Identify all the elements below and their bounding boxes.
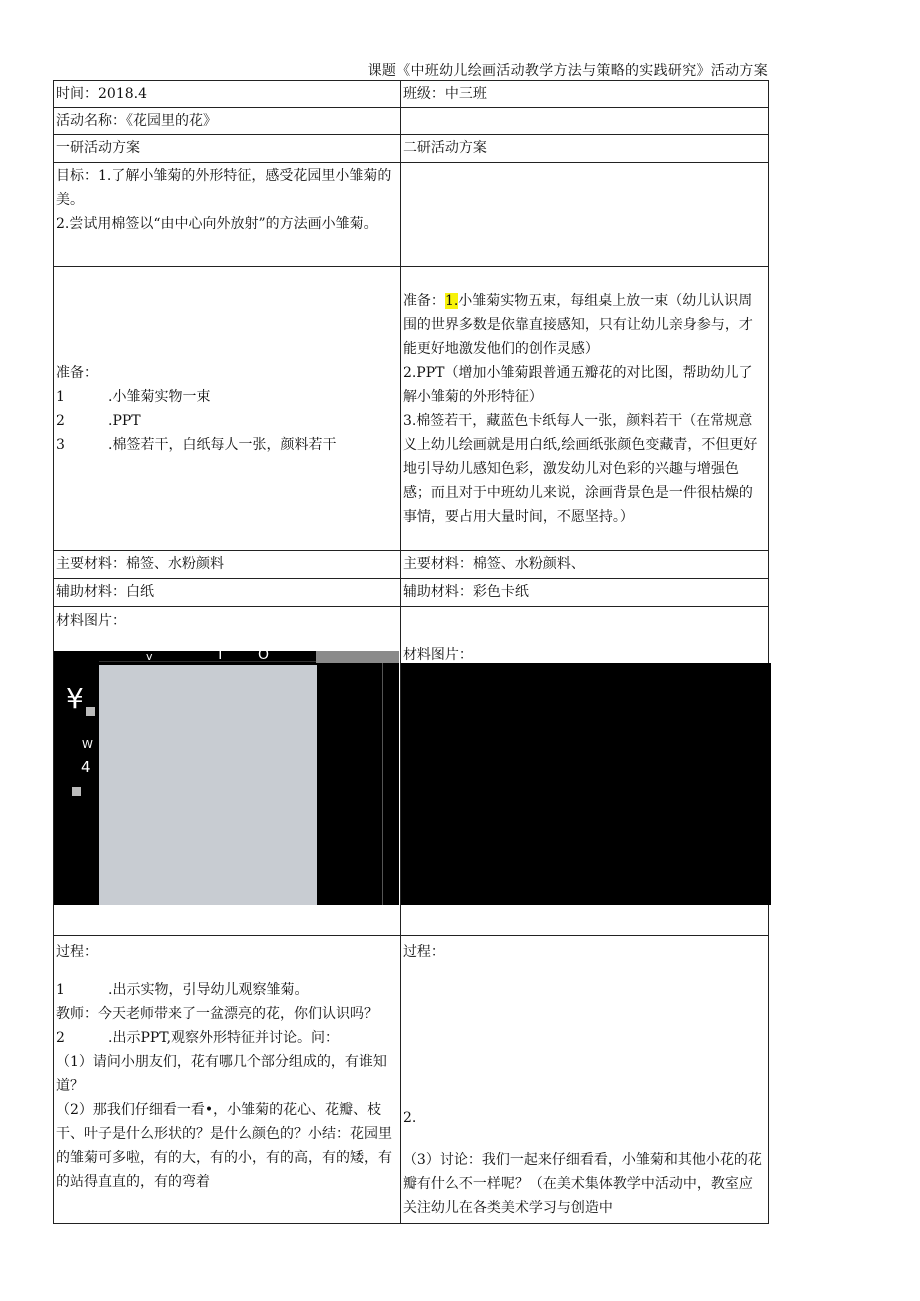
process-right-step-2: 2. (402, 1110, 417, 1126)
prep-left-item-2: 2 .PPT (56, 412, 141, 429)
material-picture-left (54, 607, 401, 936)
row-main-materials (54, 551, 769, 579)
main-materials-right: 主要材料：棉签、水粉颜料、 (400, 551, 768, 579)
prep-left-item-1: 1 .小雏菊实物一束 (56, 388, 211, 405)
activity-name-right-cell (400, 108, 768, 135)
photo-glyph-t: T (216, 647, 225, 663)
activity-name-cell: 活动名称：《花园里的花》 (54, 108, 401, 135)
material-picture-right-label: 材料图片： (402, 647, 473, 663)
row-process (54, 936, 769, 1224)
process-step-2: 2 .出示PPT,观察外形特征并讨论。问： (56, 1030, 340, 1046)
aux-materials-right: 辅助材料：彩色卡纸 (400, 579, 768, 607)
row-preparation (54, 267, 769, 551)
second-plan-title: 二研活动方案 (400, 135, 768, 163)
process-teacher-line: 教师：今天老师带来了一盆漂亮的花，你们认识吗？ (56, 1006, 378, 1022)
prep-right-item-1: 准备：1.小雏菊实物五束，每组桌上放一束（幼儿认识周围的世界多数是依靠直接感知，只有让幼儿亲身参与，才能更好地激发他们的创作灵感） (402, 292, 753, 357)
row-plan-titles (54, 135, 769, 163)
material-picture-right (400, 607, 768, 936)
class-cell: 班级：中三班 (400, 81, 768, 108)
goal-1: 目标：1.了解小雏菊的外形特征，感受花园里小雏菊的美。 (56, 168, 392, 208)
row-time (54, 81, 769, 108)
first-plan-title: 一研活动方案 (54, 135, 401, 163)
prep-right-item-3: 3.棉签若干，藏蓝色卡纸每人一张，颜料若干（在常规意义上幼儿绘画就是用白纸,绘画纸张颜色变藏青，不但更好地引导幼儿感知色彩，激发幼儿对色彩的兴趣与增强色感；而且对于中班幼儿来说，涂画背景色是一件很枯燥的事情，要占用大量时间，不愿坚持。） (402, 412, 758, 525)
photo-square-1 (86, 707, 95, 716)
material-photo-right (401, 663, 771, 905)
photo-glyph-o: O (258, 647, 270, 663)
document-header: 课题《中班幼儿绘画活动教学方法与策略的实践研究》活动方案 (367, 63, 768, 79)
process-left-cell (54, 936, 401, 1224)
process-question-2: （2）那我们仔细看一看•，小雏菊的花心、花瓣、枝干、叶子是什么形状的？是什么颜色的？小结：花园里的雏菊可多啦，有的大，有的小，有的高，有的矮，有的站得直直的，有的弯着 (56, 1102, 392, 1190)
photo-edge-line (382, 663, 383, 905)
material-picture-left-label: 材料图片： (56, 613, 126, 629)
goals-cell (54, 163, 401, 267)
photo-gray-paper (99, 665, 317, 905)
prep-right-cell (400, 267, 768, 551)
prep-left-title: 准备： (56, 364, 98, 381)
prep-right-item-2: 2.PPT（增加小雏菊跟普通五瓣花的对比图，帮助幼儿了解小雏菊的外形特征） (402, 364, 753, 405)
highlight-mark: 1. (444, 292, 459, 309)
time-cell: 时间：2018.4 (54, 81, 401, 108)
process-right-cell (400, 936, 768, 1224)
process-step-1: 1 .出示实物，引导幼儿观察雏菊。 (56, 982, 309, 998)
material-photo-left (54, 647, 399, 905)
prep-left-item-3: 3 .棉签若干，白纸每人一张，颜料若干 (56, 436, 337, 453)
photo-glyph-w: W (82, 738, 93, 751)
row-goals (54, 163, 769, 267)
goal-2: 2.尝试用棉签以“由中心向外放射”的方法画小雏菊。 (56, 216, 378, 232)
process-right-title: 过程： (402, 944, 445, 960)
activity-plan-table (53, 80, 769, 1224)
goals-right-cell (400, 163, 768, 267)
row-material-pictures (54, 607, 769, 936)
process-right-question-3: （3）讨论：我们一起来仔细看看，小雏菊和其他小花的花瓣有什么不一样呢？（在美术集体教学中活动中，教室应关注幼儿在各类美术学习与创造中 (402, 1152, 762, 1216)
row-activity-name (54, 108, 769, 135)
photo-glyph-4: 4 (81, 758, 91, 776)
photo-glyph-v: v (146, 650, 153, 663)
photo-square-2 (72, 787, 81, 796)
row-aux-materials (54, 579, 769, 607)
photo-top-bar (99, 651, 317, 662)
aux-materials-left: 辅助材料：白纸 (54, 579, 401, 607)
process-left-title: 过程： (56, 944, 98, 960)
prep-left-cell (54, 267, 401, 551)
photo-top-right-block (316, 651, 399, 663)
process-question-1: （1）请问小朋友们，花有哪几个部分组成的，有谁知道？ (56, 1054, 387, 1094)
main-materials-left: 主要材料：棉签、水粉颜料 (54, 551, 401, 579)
photo-glyph-yen: ¥ (66, 682, 84, 715)
